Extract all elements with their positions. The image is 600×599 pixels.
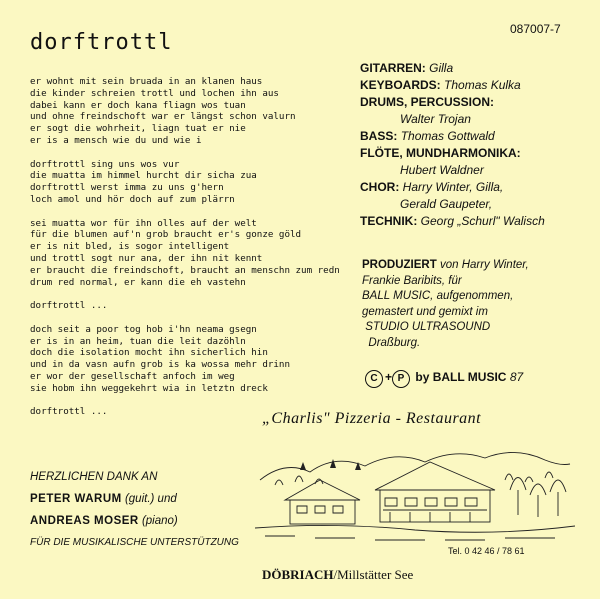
credit-role: KEYBOARDS: bbox=[360, 78, 441, 92]
credit-role: GITARREN: bbox=[360, 61, 426, 75]
credit-role: BASS: bbox=[360, 129, 398, 143]
credit-row bbox=[360, 145, 595, 162]
credit-row bbox=[360, 162, 595, 179]
credit-name: Georg „Schurl" Walisch bbox=[420, 214, 545, 228]
copyright-line: C + P by BALL MUSIC 87 bbox=[365, 370, 523, 388]
credit-role: FLÖTE, MUNDHARMONIKA: bbox=[360, 146, 521, 160]
credit-row bbox=[360, 111, 595, 128]
producer-line: Draßburg. bbox=[368, 336, 421, 349]
producer-line: BALL MUSIC, aufgenommen, bbox=[362, 290, 514, 302]
credit-role: TECHNIK: bbox=[360, 214, 418, 228]
thanks-footer: FÜR DIE MUSIKALISCHE UNTERSTÜTZUNG bbox=[30, 537, 239, 548]
lyrics-text: er wohnt mit sein bruada in an klanen haus die kinder schreien trottl und lochen ihn aus dabei kann er doch kana fliagn wos tuan und ohne freindschoft war er längst schon valurn er sogt die wohrheit, liagn tuat er nie er is a mensch wie du und wie i dorftrottl sing uns wos vur die muatta im himmel hurcht dir sicha zua dorftrottl werst imma zu uns g'hern loch amol und hör doch auf zum plärrn sei muatta wor für ihn olles auf der welt für die blumen auf'n grob braucht er's gonze göld er is nit bled, is sogor intelligent und trottl sogt nur ana, der ihn nit kennt er braucht die freindschoft, braucht an menschn zum redn drum red normal, er kann die eh vastehn dorftrottl ... doch seit a poor tog hob i'hn neama gsegn er is in an heim, tuan die leit dazöhln doch die isolation mocht ihn sicherlich hin und in da vasn aufn grob is ka wossa mehr drinn er wor der gesellschaft anfoch im weg sie hobm ihn weggekehrt wia in letztn dreck dorftrottl ... bbox=[30, 76, 340, 418]
credit-name: Gerald Gaupeter, bbox=[400, 197, 493, 211]
thanks-note bbox=[30, 466, 270, 554]
restaurant-drawing bbox=[255, 440, 575, 550]
credit-role: CHOR: bbox=[360, 180, 400, 194]
song-title: dorftrottl bbox=[30, 30, 173, 55]
credit-name: Thomas Kulka bbox=[444, 78, 521, 92]
credit-row bbox=[360, 94, 595, 111]
thanks-heading: HERZLICHEN DANK AN bbox=[30, 471, 158, 483]
credit-name: Gilla bbox=[429, 61, 454, 75]
producer-label: PRODUZIERT bbox=[362, 259, 437, 271]
producer-line: STUDIO ULTRASOUND bbox=[365, 321, 491, 333]
credits-list bbox=[360, 60, 595, 230]
copyright-c-symbol: C bbox=[365, 370, 383, 388]
credit-row bbox=[360, 179, 595, 196]
restaurant-location bbox=[262, 567, 413, 583]
credit-row bbox=[360, 196, 595, 213]
thanks-person-1: PETER WARUM bbox=[30, 493, 122, 505]
copyright-text: by BALL MUSIC bbox=[415, 370, 507, 384]
thanks-role-2: (piano) bbox=[141, 515, 178, 527]
location-lake: /Millstätter See bbox=[333, 567, 414, 582]
producer-line: gemastert und gemixt im bbox=[362, 305, 488, 318]
credit-row bbox=[360, 60, 595, 77]
location-town: DÖBRIACH bbox=[262, 567, 334, 582]
catalog-number: 087007-7 bbox=[510, 22, 561, 36]
credit-name: Harry Winter, Gilla, bbox=[402, 180, 504, 194]
credit-role: DRUMS, PERCUSSION: bbox=[360, 95, 495, 109]
credit-name: Thomas Gottwald bbox=[400, 129, 495, 143]
copyright-year: 87 bbox=[509, 370, 524, 384]
credit-name: Walter Trojan bbox=[400, 112, 471, 126]
credit-name: Hubert Waldner bbox=[400, 163, 484, 177]
copyright-p-symbol: P bbox=[392, 370, 410, 388]
producer-note bbox=[362, 258, 592, 351]
credit-row bbox=[360, 128, 595, 145]
credit-row bbox=[360, 77, 595, 94]
thanks-person-2: ANDREAS MOSER bbox=[30, 515, 139, 527]
thanks-role-1: (guit.) und bbox=[124, 493, 177, 505]
producer-line: von Harry Winter, bbox=[439, 259, 529, 271]
restaurant-name: „Charlis" Pizzeria - Restaurant bbox=[262, 410, 482, 427]
producer-line: Frankie Baribits, für bbox=[362, 274, 462, 287]
restaurant-phone: Tel. 0 42 46 / 78 61 bbox=[448, 546, 525, 556]
credit-row bbox=[360, 213, 595, 230]
